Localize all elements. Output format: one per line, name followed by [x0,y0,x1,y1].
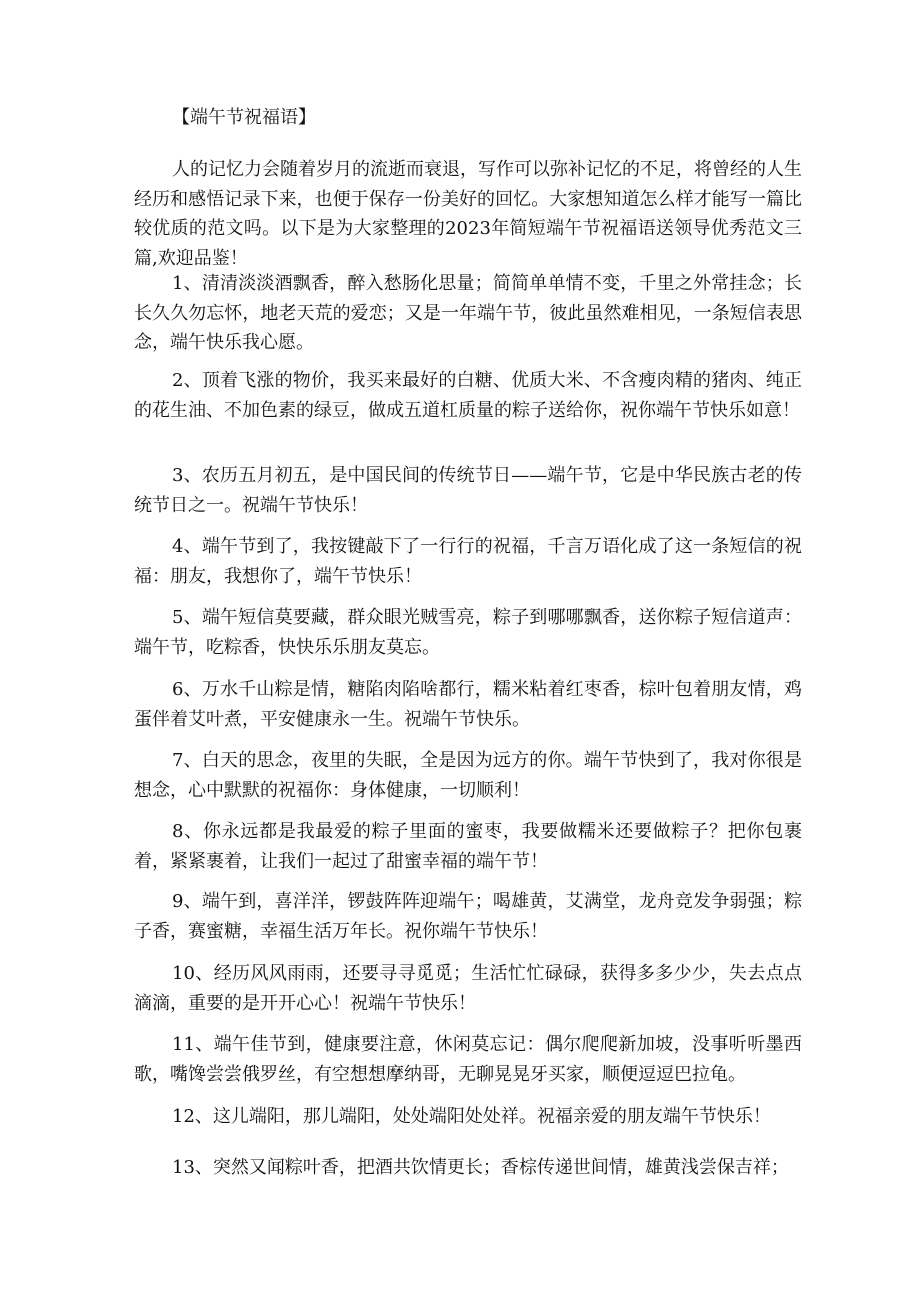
wish-paragraph: 1、清清淡淡酒飘香，醉入愁肠化思量；简简单单情不变，千里之外常挂念；长长久久勿忘怀，地老天荒的爱恋；又是一年端午节，彼此虽然难相见，一条短信表思念，端午快乐我心愿。 [134,273,802,353]
wish-paragraph: 9、端午到，喜洋洋，锣鼓阵阵迎端午；喝雄黄，艾满堂，龙舟竞发争弱强；粽子香，赛蜜糖，幸福生活万年长。祝你端午节快乐！ [134,891,802,942]
intro-paragraph: 人的记忆力会随着岁月的流逝而衰退，写作可以弥补记忆的不足，将曾经的人生经历和感悟记录下来，也便于保存一份美好的回忆。大家想知道怎么样才能写一篇比较优质的范文吗。以下是为大家整理的2023年简短端午节祝福语送领导优秀范文三篇,欢迎品鉴！ [134,159,802,269]
wish-paragraph: 6、万水千山粽是情，糖陷肉陷啥都行，糯米粘着红枣香，棕叶包着朋友情，鸡蛋伴着艾叶煮，平安健康永一生。祝端午节快乐。 [134,679,802,730]
wish-paragraph: 12、这儿端阳，那儿端阳，处处端阳处处祥。祝福亲爱的朋友端午节快乐！ [172,1106,771,1127]
document-title: 【端午节祝福语】 [172,107,316,128]
wish-paragraph: 5、端午短信莫要藏，群众眼光贼雪亮，粽子到哪哪飘香，送你粽子短信道声：端午节，吃粽香，快快乐乐朋友莫忘。 [134,607,802,658]
wish-paragraph: 2、顶着飞涨的物价，我买来最好的白糖、优质大米、不含瘦肉精的猪肉、纯正的花生油、不加色素的绿豆，做成五道杠质量的粽子送给你，祝你端午节快乐如意！ [134,370,802,421]
wish-paragraph: 7、白天的思念，夜里的失眠，全是因为远方的你。端午节快到了，我对你很是想念，心中默默的祝福你：身体健康，一切顺利！ [134,750,802,801]
wish-paragraph: 10、经历风风雨雨，还要寻寻觅觅；生活忙忙碌碌，获得多多少少，失去点点滴滴，重要的是开开心心！祝端午节快乐！ [134,963,802,1014]
wish-paragraph: 3、农历五月初五，是中国民间的传统节日——端午节，它是中华民族古老的传统节日之一。祝端午节快乐！ [134,465,802,516]
wish-paragraph: 13、突然又闻粽叶香，把酒共饮情更长；香棕传递世间情，雄黄浅尝保吉祥； [172,1157,789,1178]
wish-paragraph: 4、端午节到了，我按键敲下了一行行的祝福，千言万语化成了这一条短信的祝福：朋友，我想你了，端午节快乐！ [134,536,802,587]
wish-paragraph: 11、端午佳节到，健康要注意，休闲莫忘记：偶尔爬爬新加坡，没事听听墨西歌，嘴馋尝尝俄罗丝，有空想想摩纳哥，无聊晃晃牙买家，顺便逗逗巴拉龟。 [134,1034,802,1085]
wish-paragraph: 8、你永远都是我最爱的粽子里面的蜜枣，我要做糯米还要做粽子？把你包裹着，紧紧裹着，让我们一起过了甜蜜幸福的端午节！ [134,821,802,872]
